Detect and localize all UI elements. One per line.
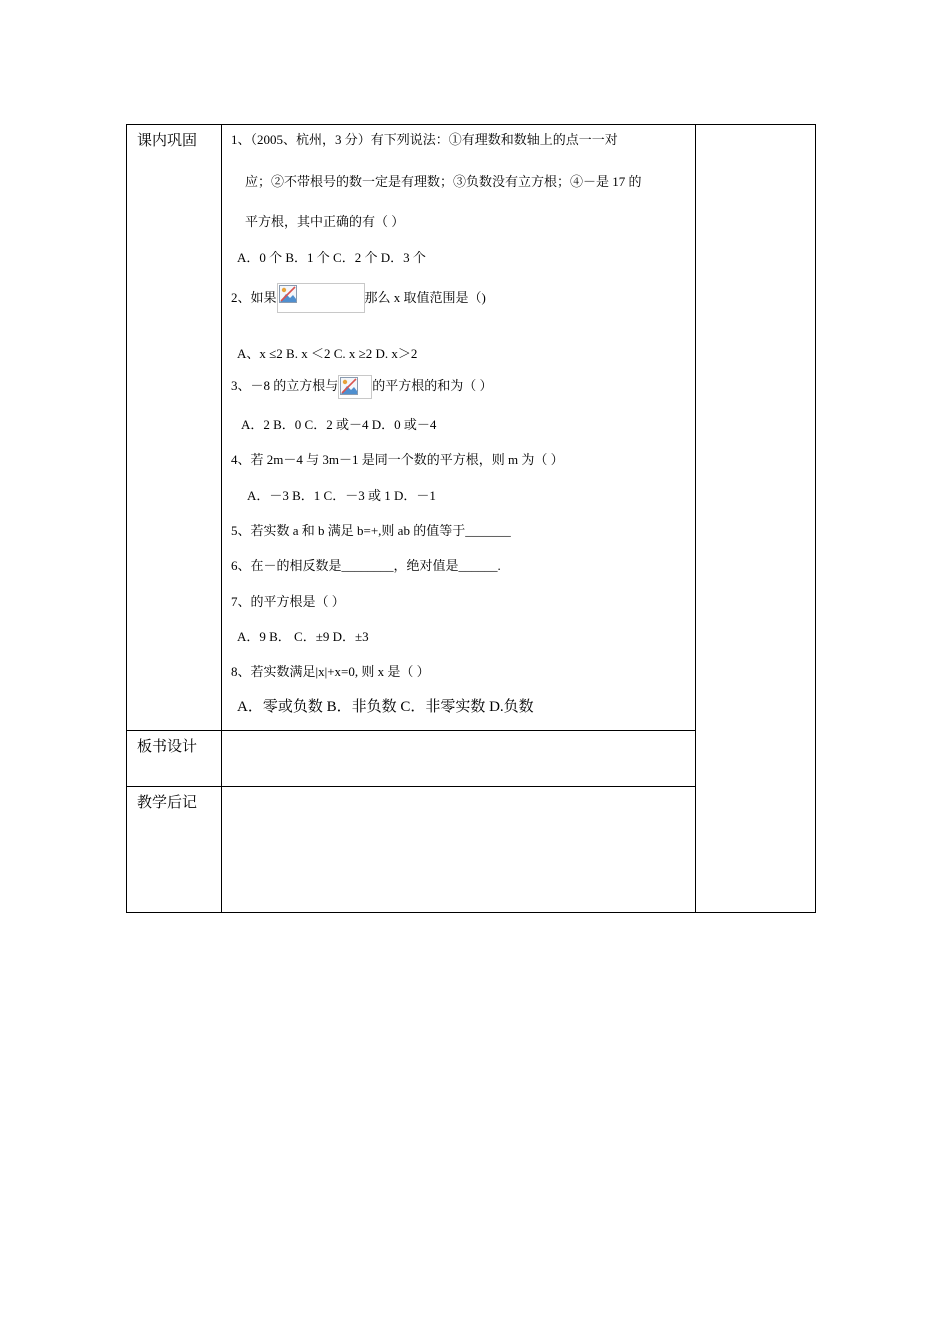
q2-line bbox=[231, 285, 486, 313]
q7-options: A．9 B． C．±9 D．±3 bbox=[237, 629, 369, 644]
q3-line bbox=[231, 375, 493, 399]
q5-line: 5、若实数 a 和 b 满足 b=+,则 ab 的值等于_______ bbox=[231, 523, 511, 538]
q3-options: A．2 B．0 C．2 或－4 D．0 或－4 bbox=[241, 417, 437, 432]
q1-line3: 平方根，其中正确的有（ ） bbox=[245, 214, 405, 229]
q4-line: 4、若 2m－4 与 3m－1 是同一个数的平方根，则 m 为（ ） bbox=[231, 452, 564, 467]
q1-line2: 应；②不带根号的数一定是有理数；③负数没有立方根；④－是 17 的 bbox=[245, 174, 642, 189]
q1-line1: 1、（2005、杭州，3 分）有下列说法：①有理数和数轴上的点一一对 bbox=[231, 132, 618, 147]
column-divider-right bbox=[695, 125, 696, 912]
broken-image-icon bbox=[340, 377, 358, 395]
row-label-consolidation: 课内巩固 bbox=[137, 133, 198, 149]
q3-suffix: 的平方根的和为（ ） bbox=[372, 378, 493, 393]
q6-line: 6、在－的相反数是________，绝对值是______. bbox=[231, 558, 501, 573]
formula-image-placeholder bbox=[338, 375, 372, 399]
row-divider-2 bbox=[127, 786, 696, 787]
row-divider-1 bbox=[127, 730, 696, 731]
row-label-teaching-notes: 教学后记 bbox=[137, 795, 198, 811]
column-divider-left bbox=[221, 125, 222, 912]
q3-prefix: 3、－8 的立方根与 bbox=[231, 378, 339, 393]
q2-prefix: 2、如果 bbox=[231, 289, 277, 305]
q8-line: 8、若实数满足|x|+x=0, 则 x 是（ ） bbox=[231, 664, 430, 679]
broken-image-icon bbox=[279, 285, 297, 303]
row-label-board-design: 板书设计 bbox=[137, 739, 198, 755]
q8-options: A．零或负数 B．非负数 C．非零实数 D.负数 bbox=[237, 699, 534, 715]
q2-options: A、x ≤2 B. x ＜2 C. x ≥2 D. x＞2 bbox=[237, 346, 418, 361]
q7-line: 7、的平方根是（ ） bbox=[231, 594, 345, 609]
q1-options: A．0 个 B．1 个 C．2 个 D．3 个 bbox=[237, 250, 426, 265]
formula-image-placeholder bbox=[277, 283, 365, 313]
q4-options: A．－3 B．1 C．－3 或 1 D．－1 bbox=[247, 488, 436, 503]
q2-suffix: 那么 x 取值范围是（) bbox=[364, 289, 486, 305]
lesson-table bbox=[126, 124, 816, 913]
